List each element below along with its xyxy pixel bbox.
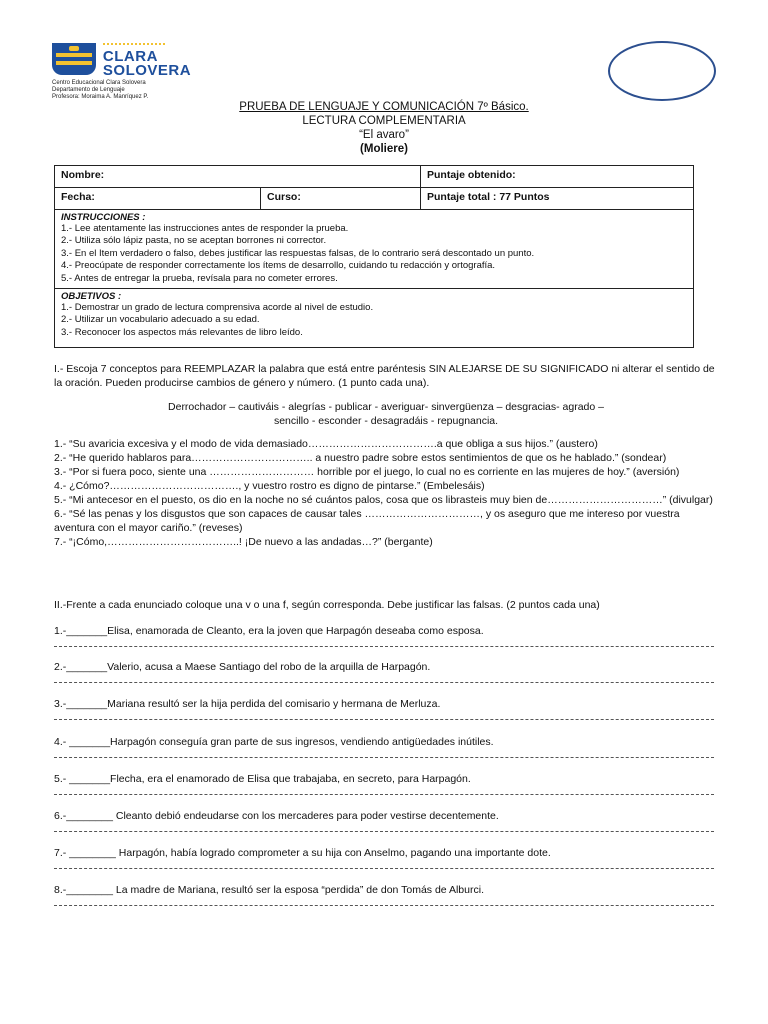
curso-field[interactable]: Curso: xyxy=(261,188,421,210)
answer-line[interactable] xyxy=(54,905,714,906)
school-line: Centro Educacional Clara Solovera xyxy=(52,80,146,86)
school-line: Profesora: Moraima A. Manríquez P. xyxy=(52,94,149,100)
answer-line[interactable] xyxy=(54,794,714,795)
instruction-item: 5.- Antes de entregar la prueba, revísala para no cometer errores. xyxy=(61,272,338,284)
tf-item[interactable]: 4.- _______Harpagón conseguía gran parte de sus ingresos, vendiendo antigüedades inútiles. xyxy=(54,736,494,748)
score-oval xyxy=(608,41,716,101)
vocab-item: 5.- “Mi antecesor en el puesto, os dio en la noche no sé cuántos palos, cosa que os librasteis muy bien de……………………………” (divulgar) xyxy=(54,494,713,506)
instructions-heading: INSTRUCCIONES : xyxy=(61,212,146,223)
brand-line1: CLARA xyxy=(102,48,158,65)
vocab-item: 6.- “Sé las penas y los disgustos que son capaces de causar tales ……………………………, y os aseguro que me intereso por vuestra aventura con el mayor cariño.” (reveses) xyxy=(54,508,680,534)
objective-item: 2.- Utilizar un vocabulario adecuado a su edad. xyxy=(61,314,260,326)
objective-item: 1.- Demostrar un grado de lectura comprensiva acorde al nivel de estudio. xyxy=(61,302,374,314)
title-line4: (Moliere) xyxy=(360,143,408,155)
school-line: Departamento de Lenguaje xyxy=(52,87,125,93)
title-line2: LECTURA COMPLEMENTARIA xyxy=(302,115,466,127)
instruction-item: 3.- En el Item verdadero o falso, debes justificar las respuestas falsas, de lo contrario será descontado un punto. xyxy=(61,247,535,259)
school-info xyxy=(52,80,192,101)
tf-item[interactable]: 5.- _______Flecha, era el enamorado de Elisa que trabajaba, en secreto, para Harpagón. xyxy=(54,773,471,785)
puntaje-total-field: Puntaje total : 77 Puntos xyxy=(421,188,694,210)
puntaje-obtenido-field[interactable]: Puntaje obtenido: xyxy=(421,166,694,188)
instruction-item: 4.- Preocúpate de responder correctamente los ítems de desarrollo, cuidando tu redacción y ortografía. xyxy=(61,260,496,272)
objective-item: 3.- Reconocer los aspectos más relevantes de libro leído. xyxy=(61,326,303,338)
objectives-heading: OBJETIVOS : xyxy=(61,291,122,303)
brand-line2: SOLOVERA xyxy=(102,62,192,79)
tf-item[interactable]: 2.-_______Valerio, acusa a Maese Santiago del robo de la arquilla de Harpagón. xyxy=(54,661,431,673)
tf-item[interactable]: 3.-_______Mariana resultó ser la hija perdida del comisario y hermana de Merluza. xyxy=(54,698,441,710)
vocab-item: 1.- “Su avaricia excesiva y el modo de vida demasiado……………………………….a que obliga a sus hijos.” (austero) xyxy=(54,438,598,450)
section1-intro: I.- Escoja 7 conceptos para REEMPLAZAR la palabra que está entre paréntesis SIN ALEJARSE DE SU SIGNIFICADO ni alterar el sentido de la oración. Pueden producirse cambios de género y número. (1 punto cada una). xyxy=(54,363,715,389)
answer-line[interactable] xyxy=(54,757,714,758)
word-bank-line1: Derrochador – cautiváis - alegrías - publicar - averiguar- sinvergüenza – desgracias- agrado – xyxy=(168,401,604,413)
objectives-box xyxy=(55,289,694,348)
section1-items xyxy=(54,437,718,549)
crest-icon xyxy=(52,43,96,75)
tf-item[interactable]: 8.-________ La madre de Mariana, resultó ser la esposa “perdida” de don Tomás de Alburci. xyxy=(54,884,484,896)
tf-item[interactable]: 1.-_______Elisa, enamorada de Cleanto, era la joven que Harpagón deseaba como esposa. xyxy=(54,625,484,637)
answer-line[interactable] xyxy=(54,682,714,683)
title-line3: “El avaro” xyxy=(359,129,409,141)
word-bank xyxy=(54,400,718,428)
title-line1: PRUEBA DE LENGUAJE Y COMUNICACIÓN 7º Básico. xyxy=(239,101,529,113)
instruction-item: 2.- Utiliza sólo lápiz pasta, no se aceptan borrones ni corrector. xyxy=(61,235,327,247)
brand-name xyxy=(103,43,191,78)
instruction-item: 1.- Lee atentamente las instrucciones antes de responder la prueba. xyxy=(61,223,349,234)
nombre-field[interactable]: Nombre: xyxy=(55,166,421,188)
word-bank-line2: sencillo - esconder - desagradáis - repugnancia. xyxy=(273,415,499,427)
section2-intro: II.-Frente a cada enunciado coloque una v o una f, según corresponda. Debe justificar las falsas. (2 puntos cada una) xyxy=(54,599,600,611)
answer-line[interactable] xyxy=(54,719,714,720)
vocab-item: 7.- “¡Cómo,………………………………..! ¡De nuevo a las andadas…?” (bergante) xyxy=(54,536,433,548)
info-table xyxy=(54,165,694,348)
instructions-box xyxy=(55,210,694,289)
document-title xyxy=(0,100,768,156)
fecha-field[interactable]: Fecha: xyxy=(55,188,261,210)
school-logo xyxy=(52,43,192,101)
answer-line[interactable] xyxy=(54,831,714,832)
answer-line[interactable] xyxy=(54,646,714,647)
vocab-item: 3.- “Por si fuera poco, siente una ………………………… horrible por el juego, lo cual no es corriente en las mujeres de hoy.” (aversión) xyxy=(54,466,680,478)
tf-item[interactable]: 6.-________ Cleanto debió endeudarse con los mercaderes para poder vestirse decentemente. xyxy=(54,810,499,822)
vocab-item: 2.- “He querido hablaros para…………………………….. a nuestro padre sobre estos sentimientos de que os he hablado.” (sondear) xyxy=(54,452,667,464)
tf-item[interactable]: 7.- ________ Harpagón, había logrado comprometer a su hija con Anselmo, pagando una importante dote. xyxy=(54,847,551,859)
answer-line[interactable] xyxy=(54,868,714,869)
vocab-item: 4.- ¿Cómo?………………………………., y vuestro rostro es digno de pintarse.” (Embelesáis) xyxy=(54,480,485,492)
